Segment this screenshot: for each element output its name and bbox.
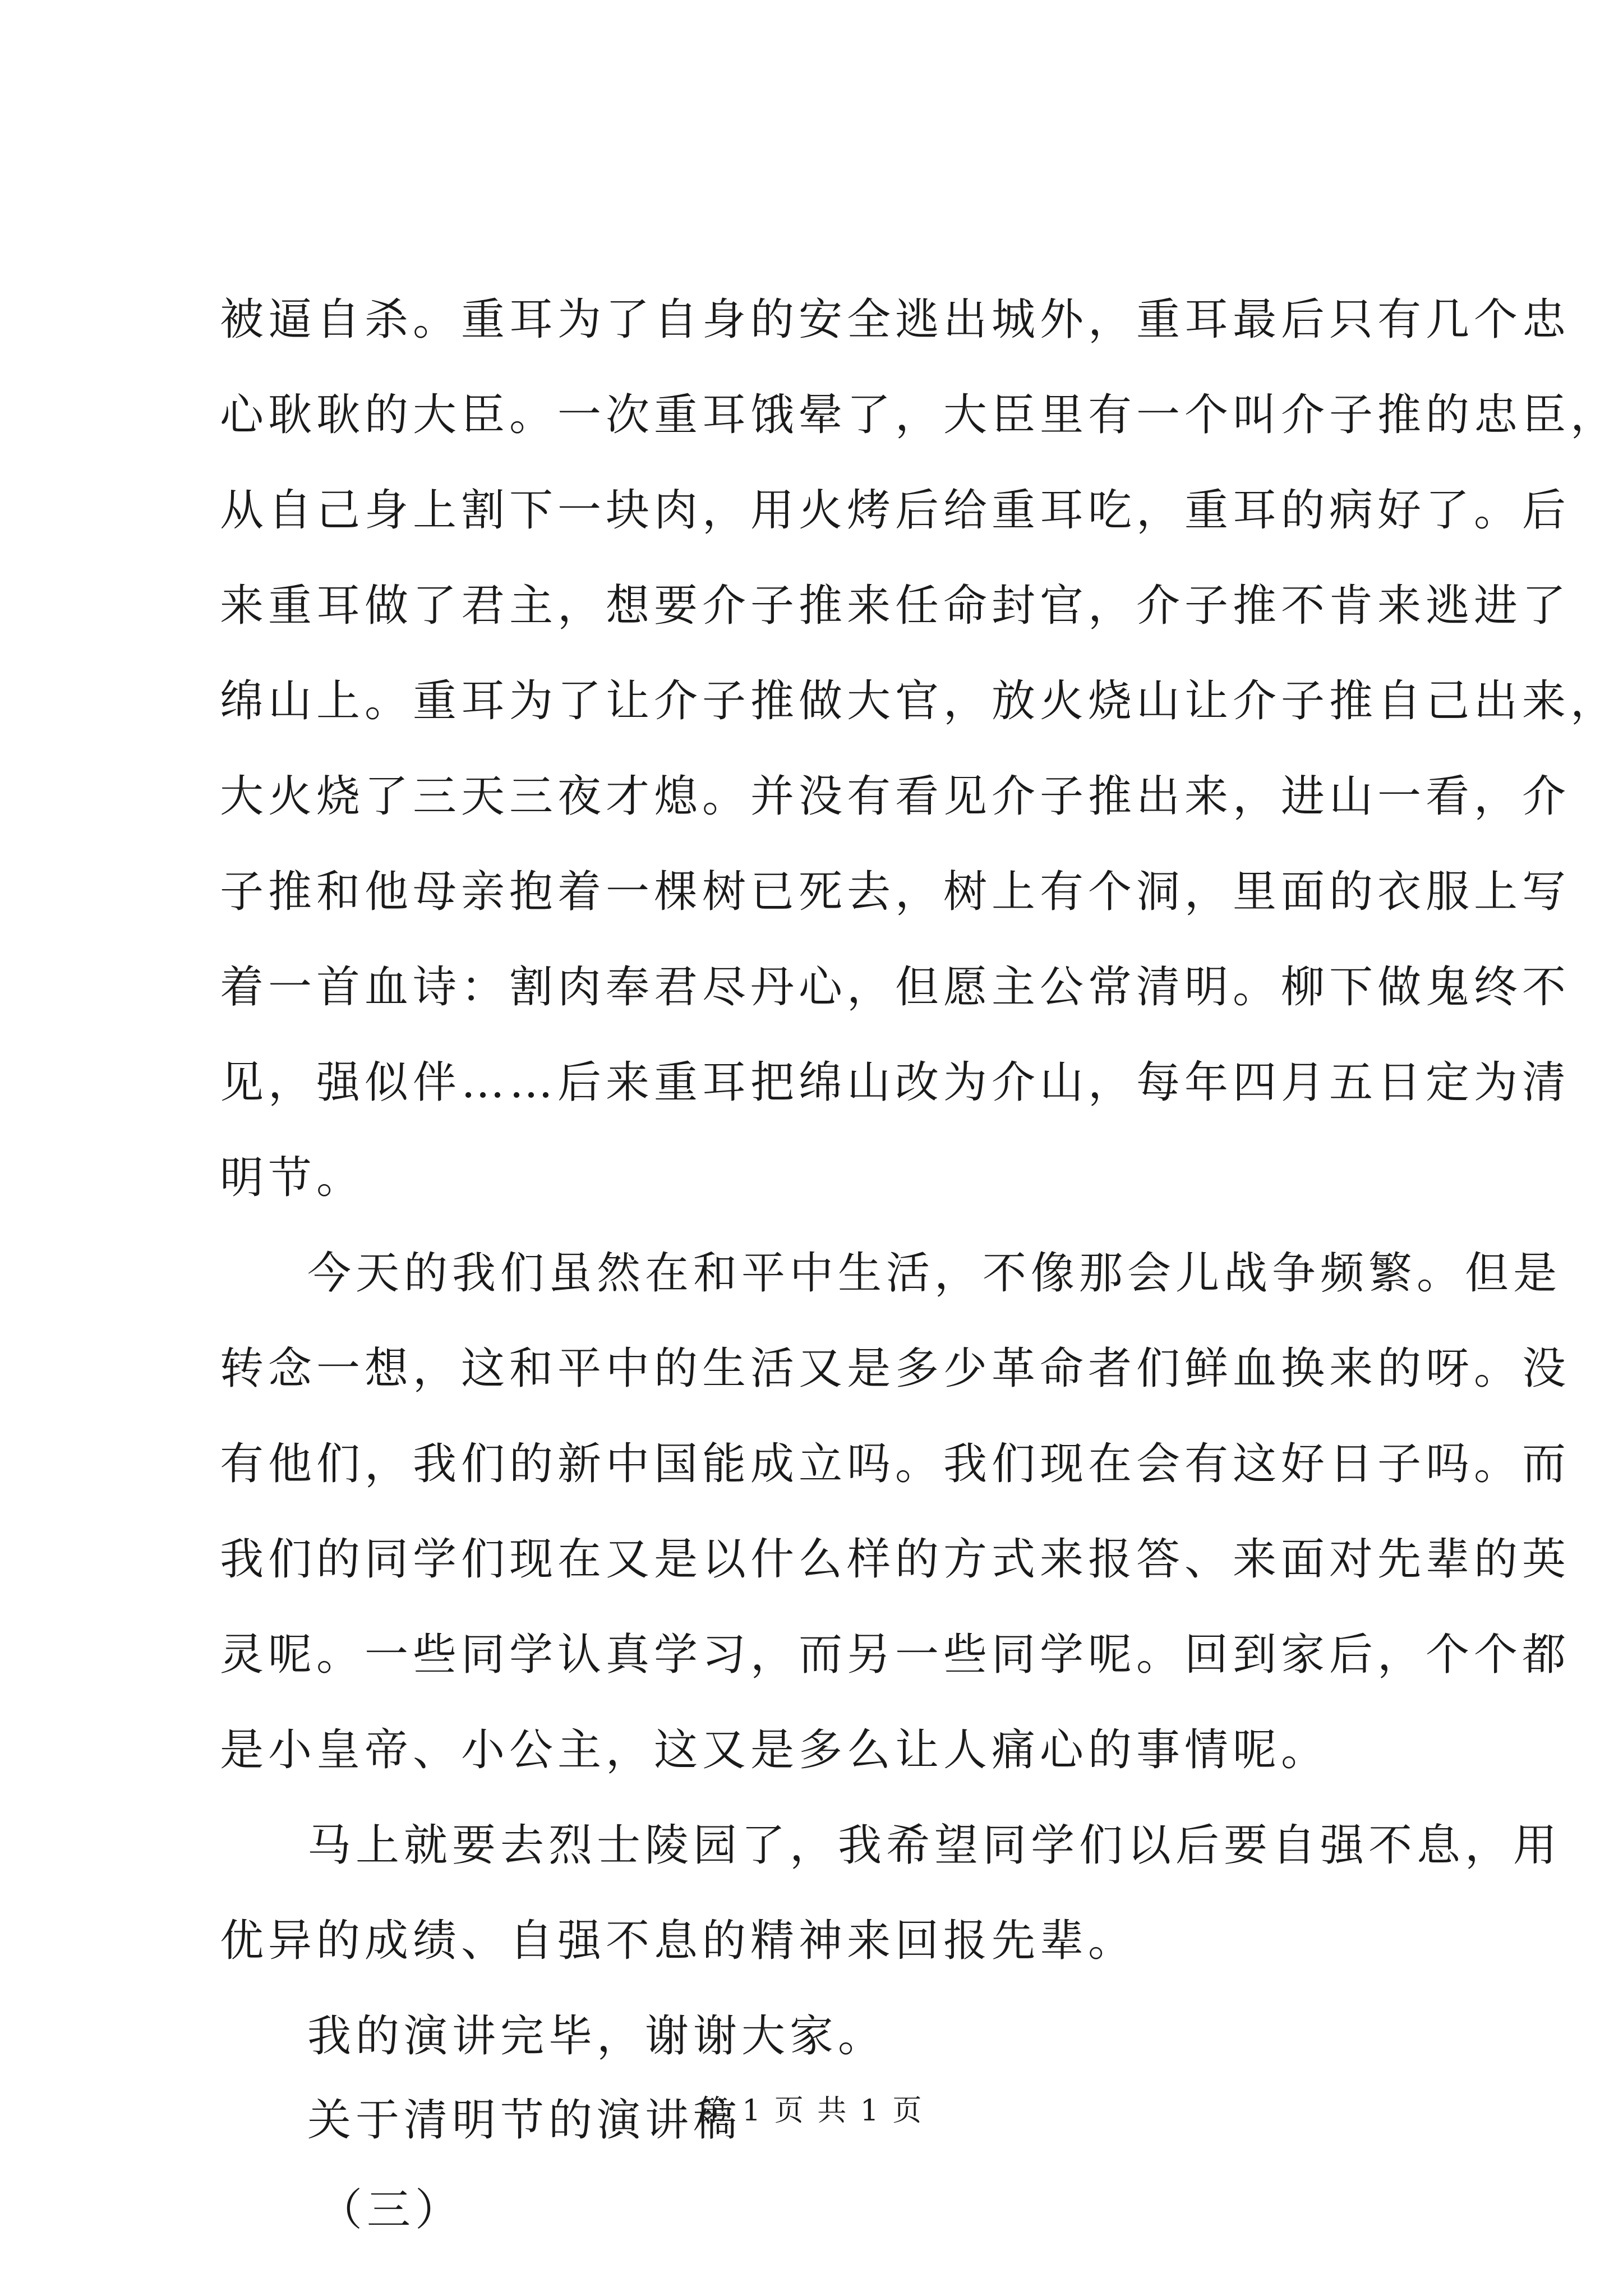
paragraph-line: 见，强似伴……后来重耳把绵山改为介山，每年四月五日定为清 [220, 1057, 1571, 1108]
paragraph-line: 来重耳做了君主，想要介子推来任命封官，介子推不肯来逃进了 [220, 581, 1571, 631]
paragraph-line: 我的演讲完毕，谢谢大家。 [307, 2011, 887, 2062]
paragraph-line: 着一首血诗：割肉奉君尽丹心，但愿主公常清明。柳下做鬼终不 [220, 962, 1571, 1013]
paragraph-line: 是小皇帝、小公主，这又是多么让人痛心的事情呢。 [220, 1725, 1330, 1775]
section-title: 关于清明节的演讲稿 [307, 2095, 742, 2146]
paragraph-line: 优异的成绩、自强不息的精神来回报先辈。 [220, 1916, 1137, 1966]
paragraph-line: 有他们，我们的新中国能成立吗。我们现在会有这好日子吗。而 [220, 1439, 1571, 1489]
paragraph-line: 灵呢。一些同学认真学习，而另一些同学呢。回到家后，个个都 [220, 1630, 1571, 1680]
paragraph-line: 大火烧了三天三夜才熄。并没有看见介子推出来，进山一看，介 [220, 771, 1571, 822]
paragraph-line: 子推和他母亲抱着一棵树已死去，树上有个洞，里面的衣服上写 [220, 867, 1571, 917]
paragraph-line: 明节。 [220, 1153, 365, 1203]
paragraph-line: 今天的我们虽然在和平中生活，不像那会儿战争频繁。但是 [307, 1248, 1562, 1299]
paragraph-line: 马上就要去烈士陵园了，我希望同学们以后要自强不息，用 [307, 1820, 1562, 1871]
paragraph-line: 转念一想，这和平中的生活又是多少革命者们鲜血换来的呀。没 [220, 1343, 1571, 1394]
page-number-footer: 第 1 页 共 1 页 [699, 2094, 924, 2128]
section-number: （三） [319, 2185, 464, 2235]
paragraph-line: 我们的同学们现在又是以什么样的方式来报答、来面对先辈的英 [220, 1534, 1571, 1585]
paragraph-line: 绵山上。重耳为了让介子推做大官，放火烧山让介子推自己出来， [220, 676, 1619, 726]
paragraph-line: 被逼自杀。重耳为了自身的安全逃出城外，重耳最后只有几个忠 [220, 295, 1571, 345]
paragraph-line: 从自己身上割下一块肉，用火烤后给重耳吃，重耳的病好了。后 [220, 485, 1571, 536]
paragraph-line: 心耿耿的大臣。一次重耳饿晕了，大臣里有一个叫介子推的忠臣， [220, 390, 1619, 440]
